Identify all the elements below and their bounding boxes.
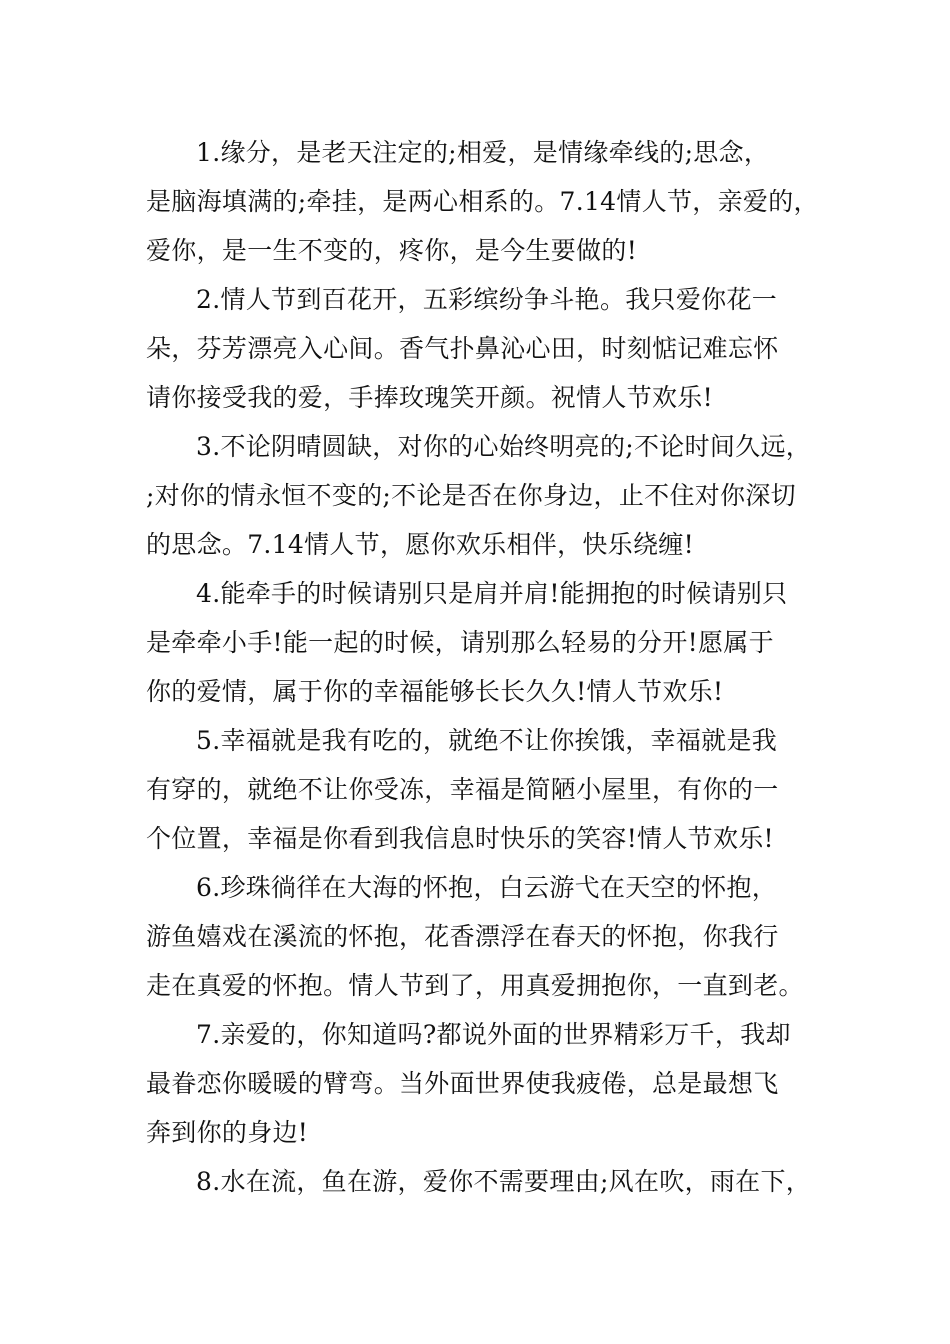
text-line: 爱你，是一生不变的，疼你，是今生要做的!	[146, 236, 638, 265]
text-line: 走在真爱的怀抱。情人节到了，用真爱拥抱你，一直到老。	[146, 971, 804, 1000]
text-line: 的思念。7.14情人节，愿你欢乐相伴，快乐绕缠!	[146, 530, 694, 559]
text-line: 4.能牵手的时候请别只是肩并肩!能拥抱的时候请别只	[196, 579, 788, 608]
text-line: 游鱼嬉戏在溪流的怀抱，花香漂浮在春天的怀抱，你我行	[146, 922, 779, 951]
paragraph-3	[146, 422, 826, 569]
text-line: 5.幸福就是我有吃的，就绝不让你挨饿，幸福就是我	[196, 726, 778, 755]
text-line: 是脑海填满的;牵挂，是两心相系的。7.14情人节，亲爱的，	[146, 187, 819, 216]
text-line: 最眷恋你暖暖的臂弯。当外面世界使我疲倦，总是最想飞	[146, 1069, 779, 1098]
paragraph-4	[146, 569, 826, 716]
text-line: 奔到你的身边!	[146, 1118, 309, 1147]
document-body	[146, 128, 826, 1206]
paragraph-8	[146, 1157, 826, 1206]
paragraph-6	[146, 863, 826, 1010]
text-line: 你的爱情，属于你的幸福能够长长久久!情人节欢乐!	[146, 677, 724, 706]
paragraph-5	[146, 716, 826, 863]
text-line: 2.情人节到百花开，五彩缤纷争斗艳。我只爱你花一	[196, 285, 778, 314]
text-line: 7.亲爱的，你知道吗?都说外面的世界精彩万千，我却	[196, 1020, 791, 1049]
text-line: 3.不论阴晴圆缺，对你的心始终明亮的;不论时间久远，	[196, 432, 812, 461]
text-line: ;对你的情永恒不变的;不论是否在你身边，止不住对你深切	[146, 481, 796, 510]
text-line: 请你接受我的爱，手捧玫瑰笑开颜。祝情人节欢乐!	[146, 383, 713, 412]
paragraph-7	[146, 1010, 826, 1157]
paragraph-2	[146, 275, 826, 422]
text-line: 6.珍珠徜徉在大海的怀抱，白云游弋在天空的怀抱，	[196, 873, 778, 902]
text-line: 朵，芬芳漂亮入心间。香气扑鼻沁心田，时刻惦记难忘怀	[146, 334, 779, 363]
text-line: 8.水在流，鱼在游，爱你不需要理由;风在吹，雨在下，	[196, 1167, 812, 1196]
text-line: 1.缘分，是老天注定的;相爱，是情缘牵线的;思念，	[196, 138, 770, 167]
text-line: 是牵牵小手!能一起的时候，请别那么轻易的分开!愿属于	[146, 628, 774, 657]
paragraph-1	[146, 128, 826, 275]
text-line: 个位置，幸福是你看到我信息时快乐的笑容!情人节欢乐!	[146, 824, 774, 853]
text-line: 有穿的，就绝不让你受冻，幸福是简陋小屋里，有你的一	[146, 775, 779, 804]
